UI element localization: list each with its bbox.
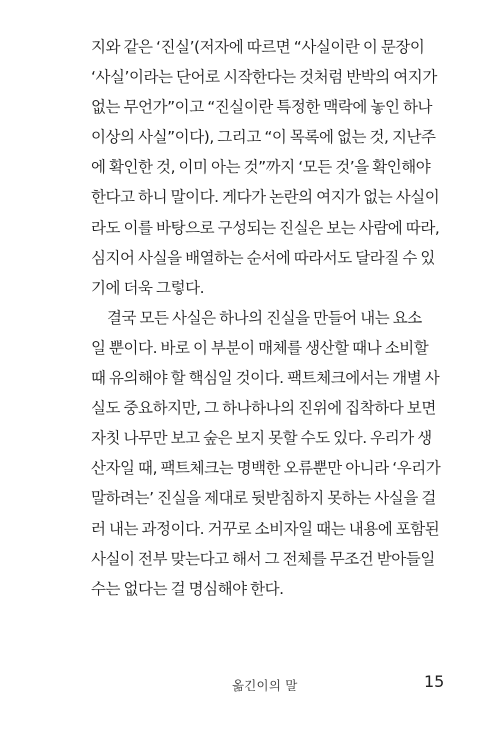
running-footer-title: 옮긴이의 말 (232, 678, 298, 693)
text-line: 실도 중요하지만, 그 하나하나의 진위에 집착하다 보면 (91, 399, 436, 418)
text-line: 수는 없다는 걸 명심해야 한다. (91, 579, 284, 598)
text-line: 에 확인한 것, 이미 아는 것”까지 ‘모든 것’을 확인해야 (91, 158, 431, 177)
page-number: 15 (424, 672, 445, 691)
text-line: 한다고 하니 말이다. 게다가 논란의 여지가 없는 사실이 (91, 188, 440, 207)
text-line: 지와 같은 ‘진실’(저자에 따르면 “사실이란 이 문장이 (91, 38, 425, 56)
text-line: 심지어 사실을 배열하는 순서에 따라서도 달라질 수 있 (91, 248, 435, 267)
text-line: 때 유의해야 할 핵심일 것이다. 팩트체크에서는 개별 사 (91, 369, 440, 388)
text-line: 자칫 나무만 보고 숲은 보지 못할 수도 있다. 우리가 생 (91, 429, 432, 448)
text-line: 이상의 사실”이다), 그리고 “이 목록에 없는 것, 지난주 (91, 128, 436, 147)
text-line: 없는 무언가”이고 “진실이란 특정한 맥락에 놓인 하나 (91, 98, 433, 117)
text-line: 말하려는’ 진실을 제대로 뒷받침하지 못하는 사실을 걸 (91, 489, 436, 508)
text-line: 사실이 전부 맞는다고 해서 그 전체를 무조건 받아들일 (91, 549, 435, 568)
text-line: 일 뿐이다. 바로 이 부분이 매체를 생산할 때나 소비할 (91, 338, 429, 357)
text-line: 라도 이를 바탕으로 구성되는 진실은 보는 사람에 따라, (91, 218, 440, 237)
text-line: 기에 더욱 그렇다. (91, 278, 205, 297)
text-line: 러 내는 과정이다. 거꾸로 소비자일 때는 내용에 포함된 (91, 519, 440, 538)
text-line: 산자일 때, 팩트체크는 명백한 오류뿐만 아니라 ‘우리가 (91, 459, 441, 478)
body-text (91, 32, 451, 604)
text-line: ‘사실’이라는 단어로 시작한다는 것처럼 반박의 여지가 (91, 68, 437, 87)
paragraph-start-line: 결국 모든 사실은 하나의 진실을 만들어 내는 요소 (107, 308, 422, 327)
